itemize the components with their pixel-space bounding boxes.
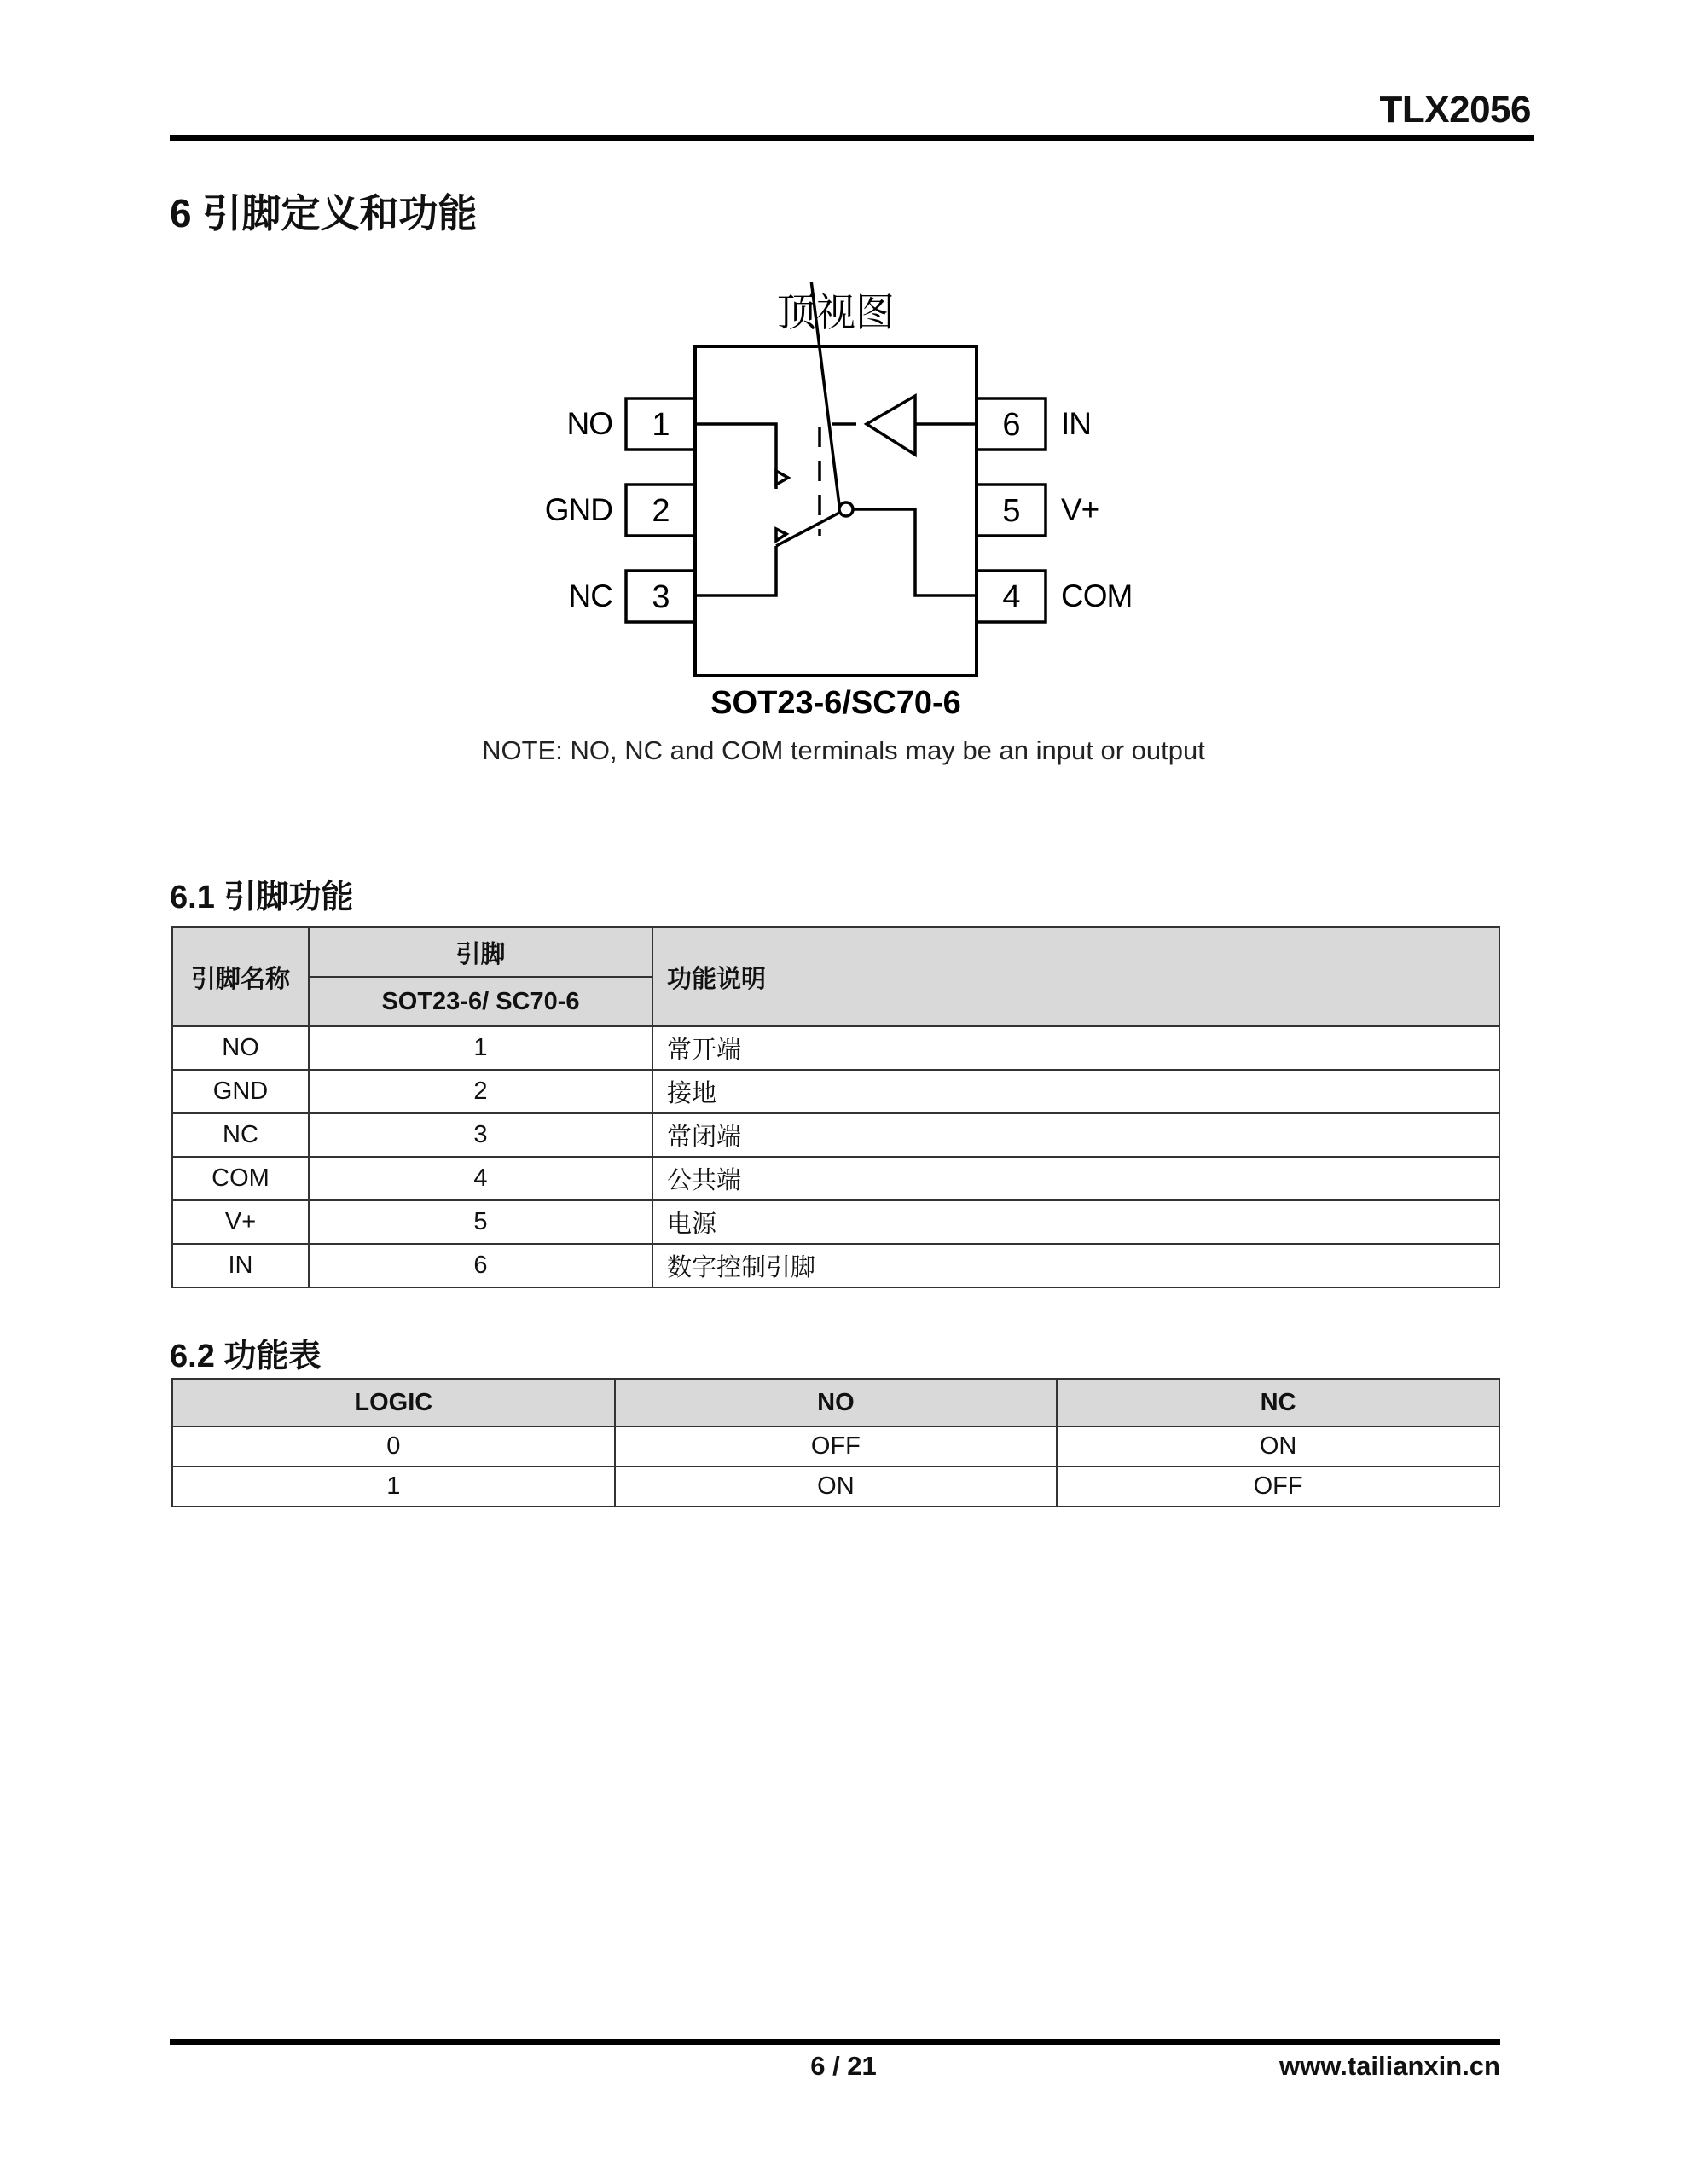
pin-3-label: NC bbox=[568, 578, 612, 613]
pin-description: 公共端 bbox=[652, 1157, 1499, 1200]
table-row bbox=[172, 1070, 1499, 1113]
pin-name: GND bbox=[172, 1070, 309, 1113]
pin-number: 2 bbox=[309, 1070, 652, 1113]
table-row bbox=[172, 1026, 1499, 1070]
nc-state: OFF bbox=[1057, 1467, 1499, 1507]
pin-name: V+ bbox=[172, 1200, 309, 1244]
section-title: 6 引脚定义和功能 bbox=[170, 191, 478, 235]
function-table bbox=[171, 1378, 1500, 1507]
website-link[interactable]: www.tailianxin.cn bbox=[1279, 2051, 1500, 2081]
table-row bbox=[172, 1467, 1499, 1507]
pin-number: 6 bbox=[309, 1244, 652, 1287]
pin-name: IN bbox=[172, 1244, 309, 1287]
header-pin: 引脚 bbox=[309, 927, 652, 977]
pin-5-label: V+ bbox=[1061, 492, 1099, 527]
header-no: NO bbox=[615, 1379, 1058, 1426]
pin-description: 常开端 bbox=[652, 1026, 1499, 1070]
pin-number: 3 bbox=[309, 1113, 652, 1157]
pin-1-number: 1 bbox=[652, 407, 670, 443]
no-state: OFF bbox=[615, 1426, 1058, 1467]
pin-description: 电源 bbox=[652, 1200, 1499, 1244]
pin-4-label: COM bbox=[1061, 578, 1133, 613]
pin-1-label: NO bbox=[566, 406, 612, 441]
pin-description: 常闭端 bbox=[652, 1113, 1499, 1157]
header-rule bbox=[170, 135, 1534, 141]
header-logic: LOGIC bbox=[172, 1379, 615, 1426]
pin-3-number: 3 bbox=[652, 579, 670, 615]
header-pin-name: 引脚名称 bbox=[172, 927, 309, 1026]
pin-description: 接地 bbox=[652, 1070, 1499, 1113]
pin-name: NO bbox=[172, 1026, 309, 1070]
diagram-note: NOTE: NO, NC and COM terminals may be an input or output bbox=[482, 735, 1205, 765]
nc-state: ON bbox=[1057, 1426, 1499, 1467]
package-label: SOT23-6/SC70-6 bbox=[710, 685, 961, 721]
chip-body bbox=[695, 346, 977, 676]
logic-value: 0 bbox=[172, 1426, 615, 1467]
table-row bbox=[172, 1244, 1499, 1287]
pin-name: COM bbox=[172, 1157, 309, 1200]
header-nc: NC bbox=[1057, 1379, 1499, 1426]
document-title: TLX2056 bbox=[1379, 89, 1531, 131]
pin-function-table bbox=[171, 926, 1500, 1288]
table-row bbox=[172, 1200, 1499, 1244]
footer-rule bbox=[170, 2039, 1500, 2045]
header-description: 功能说明 bbox=[652, 927, 1499, 1026]
table-row bbox=[172, 1157, 1499, 1200]
pin-5-number: 5 bbox=[1002, 493, 1021, 529]
page-number: 6 / 21 bbox=[810, 2051, 877, 2081]
diagram-title: 顶视图 bbox=[777, 289, 895, 335]
logic-value: 1 bbox=[172, 1467, 615, 1507]
pin-6-number: 6 bbox=[1002, 407, 1021, 443]
pin-number: 1 bbox=[309, 1026, 652, 1070]
pin-function-title: 6.1 引脚功能 bbox=[170, 880, 354, 915]
table-row bbox=[172, 1426, 1499, 1467]
table-row bbox=[172, 1113, 1499, 1157]
pin-2-number: 2 bbox=[652, 493, 670, 529]
pin-4-number: 4 bbox=[1002, 579, 1021, 615]
pin-number: 5 bbox=[309, 1200, 652, 1244]
function-table-title: 6.2 功能表 bbox=[170, 1339, 322, 1374]
pin-description: 数字控制引脚 bbox=[652, 1244, 1499, 1287]
pin-number: 4 bbox=[309, 1157, 652, 1200]
pinout-diagram bbox=[512, 282, 1194, 725]
pin-6-label: IN bbox=[1061, 406, 1091, 441]
no-state: ON bbox=[615, 1467, 1058, 1507]
pin-2-label: GND bbox=[544, 492, 612, 527]
pin-name: NC bbox=[172, 1113, 309, 1157]
header-package: SOT23-6/ SC70-6 bbox=[309, 977, 652, 1026]
